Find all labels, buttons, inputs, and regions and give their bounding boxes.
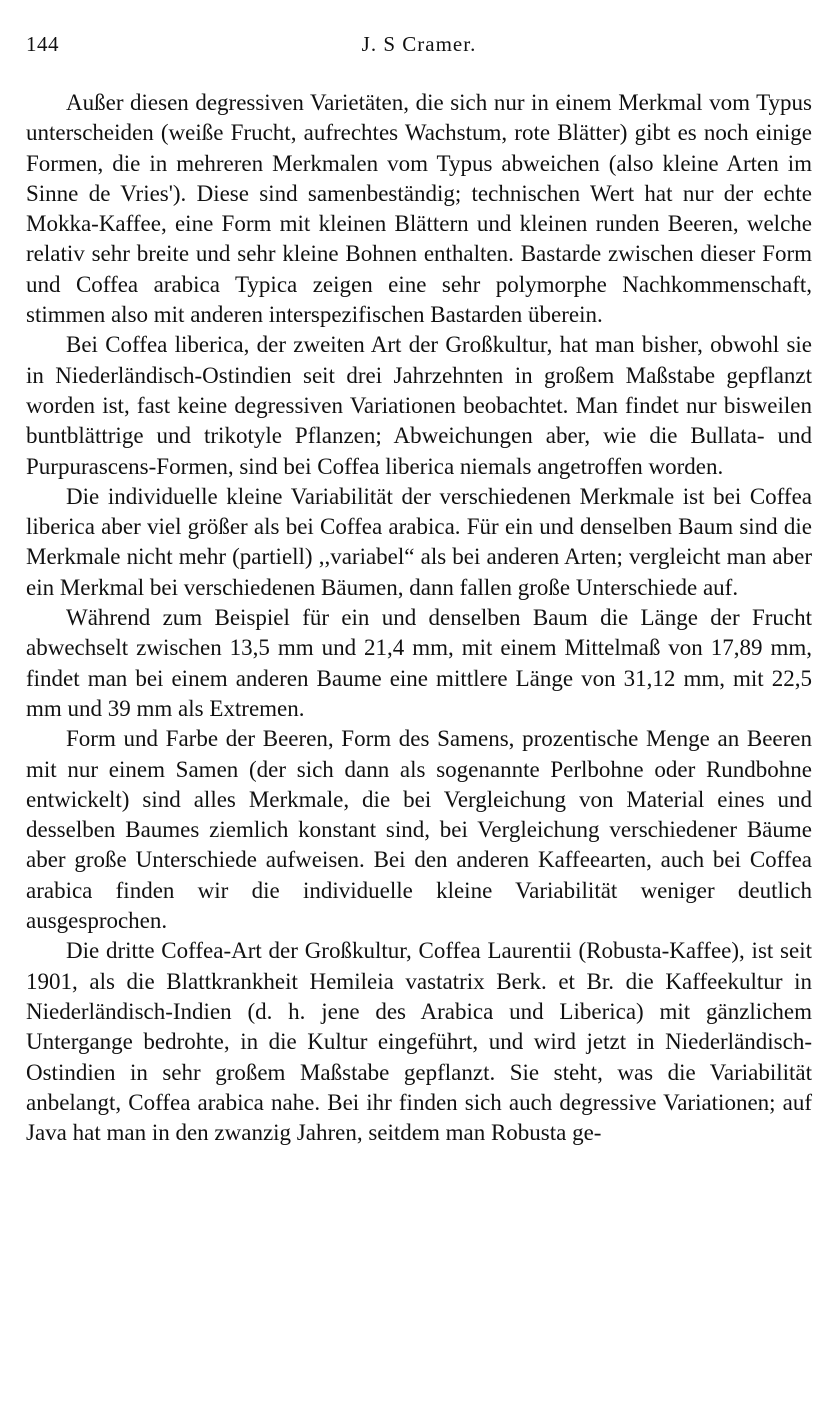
page-header	[26, 28, 812, 62]
paragraph: Die individuelle kleine Variabilität der verschiedenen Merkmale ist bei Coffea liberica aber viel größer als bei Coffea arabica. Für ein und denselben Baum sind die Merkmale nicht mehr (partiell) ,,variabel“ als bei anderen Arten; vergleicht man aber ein Merkmal bei verschiedenen Bäumen, dann fallen große Unterschiede auf.	[26, 483, 812, 600]
paragraph: Bei Coffea liberica, der zweiten Art der Großkultur, hat man bisher, obwohl sie in Niederländisch-Ostindien seit drei Jahrzehnten in großem Maßstabe gepflanzt worden ist, fast keine degressiven Variationen beobachtet. Man findet nur bisweilen buntblättrige und trikotyle Pflanzen; Abweichungen aber, wie die Bullata- und Purpurascens-Formen, sind bei Coffea liberica niemals angetroffen worden.	[26, 332, 812, 479]
paragraph: Während zum Beispiel für ein und denselben Baum die Länge der Frucht abwechselt zwischen 13,5 mm und 21,4 mm, mit einem Mittelmaß von 17,89 mm, findet man bei einem anderen Baume eine mittlere Länge von 31,12 mm, mit 22,5 mm und 39 mm als Extremen.	[26, 605, 812, 721]
paragraph: Außer diesen degressiven Varietäten, die sich nur in einem Merkmal vom Typus unterscheiden (weiße Frucht, aufrechtes Wachstum, rote Blätter) gibt es noch einige Formen, die in mehreren Merkmalen vom Typus abweichen (also kleine Arten im Sinne de Vries'). Diese sind samenbeständig; technischen Wert hat nur der echte Mokka-Kaffee, eine Form mit kleinen Blättern und kleinen runden Beeren, welche relativ sehr breite und sehr kleine Bohnen enthalten. Bastarde zwischen dieser Form und Coffea arabica Typica zeigen eine sehr polymorphe Nachkommenschaft, stimmen also mit anderen interspezifischen Bastarden überein.	[26, 90, 812, 328]
paragraph: Die dritte Coffea-Art der Großkultur, Coffea Laurentii (Robusta-Kaffee), ist seit 1901, als die Blattkrankheit Hemileia vastatrix Berk. et Br. die Kaffeekultur in Niederländisch-Indien (d. h. jene des Arabica und Liberica) mit gänzlichem Untergange bedrohte, in die Kultur eingeführt, und wird jetzt in Niederländisch-Ostindien in sehr großem Maßstabe gepflanzt. Sie steht, was die Variabilität anbelangt, Coffea arabica nahe. Bei ihr finden sich auch degressive Variationen; auf Java hat man in den zwanzig Jahren, seitdem man Robusta ge-	[26, 938, 812, 1146]
running-title: J. S Cramer.	[361, 32, 477, 56]
paragraph: Form und Farbe der Beeren, Form des Samens, prozentische Menge an Beeren mit nur einem Samen (der sich dann als sogenannte Perlbohne oder Rundbohne entwickelt) sind alles Merkmale, die bei Vergleichung von Material eines und desselben Baumes ziemlich konstant sind, bei Vergleichung verschiedener Bäume aber große Unterschiede aufweisen. Bei den anderen Kaffeearten, auch bei Coffea arabica finden wir die individuelle kleine Variabilität weniger deutlich ausgesprochen.	[26, 726, 812, 934]
body-text	[26, 88, 812, 1148]
page-number: 144	[26, 32, 59, 56]
document-page	[26, 28, 812, 1148]
